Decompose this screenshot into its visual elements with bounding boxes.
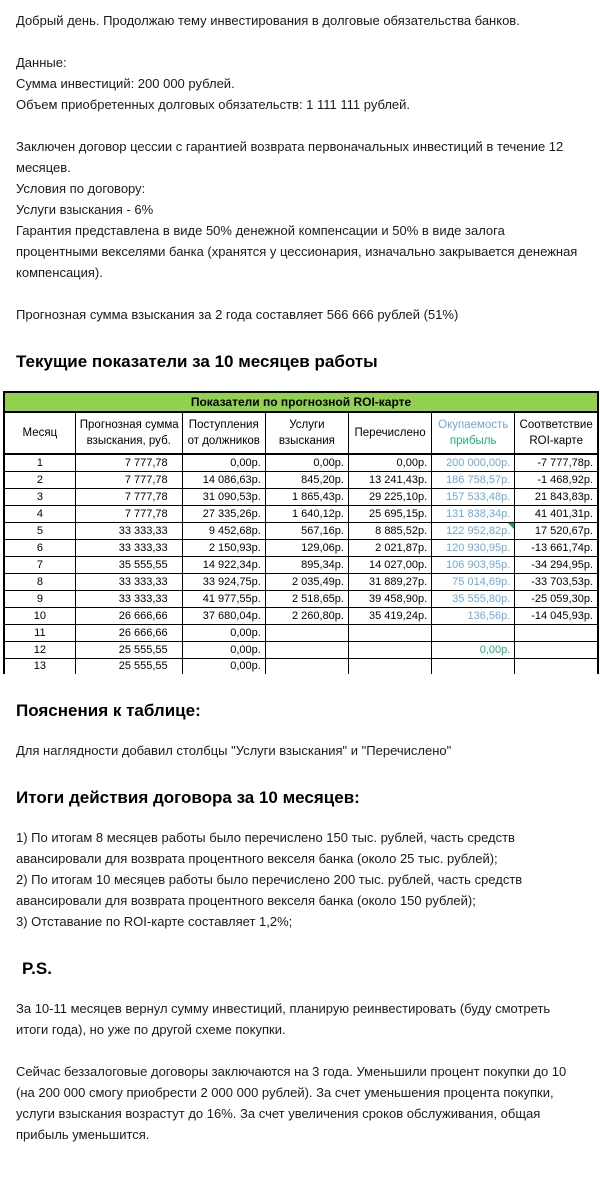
table-cell: 8 885,52р.	[348, 522, 431, 539]
table-cell: 14 922,34р.	[182, 556, 265, 573]
table-cell: 5	[4, 522, 75, 539]
table-row	[4, 522, 598, 539]
collection-fee-line: Услуги взыскания - 6%	[16, 202, 154, 217]
table-row	[4, 607, 598, 624]
notes-paragraph: Для наглядности добавил столбцы "Услуги взыскания" и "Перечислено"	[16, 743, 452, 758]
table-cell: 14 086,63р.	[182, 471, 265, 488]
contract-terms-title: Условия по договору:	[16, 181, 146, 196]
table-header-row	[4, 412, 598, 454]
table-cell: 31 090,53р.	[182, 488, 265, 505]
table-cell: 9 452,68р.	[182, 522, 265, 539]
table-cell: 11	[4, 624, 75, 641]
col-header-services: Услуги взыскания	[265, 412, 348, 454]
table-row	[4, 590, 598, 607]
table-cell: 0,00р.	[432, 641, 515, 658]
table-cell	[348, 641, 431, 658]
table-cell: 845,20р.	[265, 471, 348, 488]
table-cell: 895,34р.	[265, 556, 348, 573]
result-item-2: 2) По итогам 10 месяцев работы было перечислено 200 тыс. рублей, часть средств авансировали для возврата процентного векселя банка (около 150 рублей);	[16, 872, 523, 908]
table-cell: -13 661,74р.	[515, 539, 598, 556]
result-item-3: 3) Отставание по ROI-карте составляет 1,2%;	[16, 914, 293, 929]
table-cell	[265, 658, 348, 674]
table-banner: Показатели по прогнозной ROI-карте	[4, 392, 598, 412]
table-cell: 7 777,78	[75, 488, 182, 505]
cession-contract-line: Заключен договор цессии с гарантией возврата первоначальных инвестиций в течение 12 месяцев.	[16, 139, 564, 175]
table-cell: -33 703,53р.	[515, 573, 598, 590]
table-cell	[348, 658, 431, 674]
table-cell: 200 000,00р.	[432, 454, 515, 471]
table-cell: 0,00р.	[182, 641, 265, 658]
table-cell: 35 555,80р.	[432, 590, 515, 607]
table-cell: 31 889,27р.	[348, 573, 431, 590]
table-cell: 2 260,80р.	[265, 607, 348, 624]
table-cell: 7	[4, 556, 75, 573]
table-cell: 33 333,33	[75, 539, 182, 556]
table-cell: 25 555,55	[75, 641, 182, 658]
table-cell: 2 035,49р.	[265, 573, 348, 590]
table-cell: 136,56р.	[432, 607, 515, 624]
table-cell: 29 225,10р.	[348, 488, 431, 505]
table-cell: 7 777,78	[75, 471, 182, 488]
table-row	[4, 539, 598, 556]
col-header-month: Месяц	[4, 412, 75, 454]
table-row	[4, 505, 598, 522]
heading-current-indicators: Текущие показатели за 10 месяцев работы	[16, 352, 378, 371]
table-cell	[348, 624, 431, 641]
heading-results: Итоги действия договора за 10 месяцев:	[16, 788, 360, 807]
table-row	[4, 573, 598, 590]
roi-table-image	[3, 391, 599, 674]
table-cell	[265, 641, 348, 658]
guarantee-line: Гарантия представлена в виде 50% денежной компенсации и 50% в виде залога процентными векселями банка (хранятся у цессионария, изначально закрывается денежная компенсация).	[16, 223, 578, 280]
table-cell: 4	[4, 505, 75, 522]
investment-sum-line: Сумма инвестиций: 200 000 рублей.	[16, 76, 235, 91]
roi-table	[3, 391, 599, 674]
table-cell: 35 419,24р.	[348, 607, 431, 624]
table-cell	[515, 641, 598, 658]
table-row	[4, 454, 598, 471]
table-cell: -7 777,78р.	[515, 454, 598, 471]
heading-notes: Пояснения к таблице:	[16, 701, 201, 720]
table-cell: 37 680,04р.	[182, 607, 265, 624]
table-cell: 1 865,43р.	[265, 488, 348, 505]
table-cell: 13 241,43р.	[348, 471, 431, 488]
table-cell: 33 333,33	[75, 522, 182, 539]
table-row	[4, 641, 598, 658]
table-cell: 2 518,65р.	[265, 590, 348, 607]
data-block-title: Данные:	[16, 55, 67, 70]
table-cell: 12	[4, 641, 75, 658]
table-cell: 129,06р.	[265, 539, 348, 556]
comment-marker-icon	[508, 523, 514, 529]
table-cell: 25 695,15р.	[348, 505, 431, 522]
table-cell: 7 777,78	[75, 454, 182, 471]
table-cell: 3	[4, 488, 75, 505]
heading-ps: P.S.	[22, 959, 52, 978]
table-cell: 0,00р.	[348, 454, 431, 471]
table-cell: 25 555,55	[75, 658, 182, 674]
col-header-payback: Окупаемость прибыль	[432, 412, 515, 454]
table-cell: 0,00р.	[265, 454, 348, 471]
table-row	[4, 624, 598, 641]
table-cell: 0,00р.	[182, 624, 265, 641]
table-cell: 2	[4, 471, 75, 488]
col-header-transferred: Перечислено	[348, 412, 431, 454]
result-item-1: 1) По итогам 8 месяцев работы было перечислено 150 тыс. рублей, часть средств авансировали для возврата процентного векселя банка (около 25 тыс. рублей);	[16, 830, 515, 866]
table-row	[4, 658, 598, 674]
forecast-paragraph: Прогнозная сумма взыскания за 2 года составляет 566 666 рублей (51%)	[16, 307, 459, 322]
table-cell: 0,00р.	[182, 658, 265, 674]
table-cell: 0,00р.	[182, 454, 265, 471]
table-cell: 41 977,55р.	[182, 590, 265, 607]
table-cell	[432, 624, 515, 641]
table-cell: -34 294,95р.	[515, 556, 598, 573]
table-cell: 17 520,67р.	[515, 522, 598, 539]
table-cell: -1 468,92р.	[515, 471, 598, 488]
table-cell: 26 666,66	[75, 607, 182, 624]
debt-volume-line: Объем приобретенных долговых обязательств: 1 111 111 рублей.	[16, 97, 411, 112]
ps-paragraph-2: Сейчас беззалоговые договоры заключаются на 3 года. Уменьшили процент покупки до 10 (на 200 000 смогу приобрести 2 000 000 рублей). За счет уменьшения процента покупки, услуги взыскания возрастут до 16%. За счет увеличения сроков обслуживания, общая прибыль уменьшится.	[16, 1064, 567, 1142]
table-cell: 2 021,87р.	[348, 539, 431, 556]
table-cell: 186 758,57р.	[432, 471, 515, 488]
table-cell: 1	[4, 454, 75, 471]
contract-block	[16, 136, 584, 283]
table-cell	[515, 624, 598, 641]
table-cell: 26 666,66	[75, 624, 182, 641]
table-cell: 131 838,34р.	[432, 505, 515, 522]
table-cell: 33 333,33	[75, 573, 182, 590]
table-cell: 14 027,00р.	[348, 556, 431, 573]
table-cell: 75 014,69р.	[432, 573, 515, 590]
table-cell: -14 045,93р.	[515, 607, 598, 624]
table-cell: 41 401,31р.	[515, 505, 598, 522]
table-cell: 567,16р.	[265, 522, 348, 539]
results-list	[16, 827, 584, 932]
table-cell: 120 930,95р.	[432, 539, 515, 556]
table-cell: 1 640,12р.	[265, 505, 348, 522]
table-cell: 7 777,78	[75, 505, 182, 522]
table-cell: 9	[4, 590, 75, 607]
table-row	[4, 488, 598, 505]
table-cell: 2 150,93р.	[182, 539, 265, 556]
table-body	[4, 454, 598, 674]
table-cell: 33 924,75р.	[182, 573, 265, 590]
table-cell: 39 458,90р.	[348, 590, 431, 607]
table-cell	[265, 624, 348, 641]
table-banner-row	[4, 392, 598, 412]
table-cell	[515, 658, 598, 674]
table-cell: 8	[4, 573, 75, 590]
col-header-income: Поступления от должников	[182, 412, 265, 454]
table-cell: 6	[4, 539, 75, 556]
table-cell: 13	[4, 658, 75, 674]
table-row	[4, 471, 598, 488]
col-header-roi: Соответствие ROI-карте	[515, 412, 598, 454]
table-cell: 21 843,83р.	[515, 488, 598, 505]
col-header-forecast: Прогнозная сумма взыскания, руб.	[75, 412, 182, 454]
table-cell: 33 333,33	[75, 590, 182, 607]
table-cell	[432, 658, 515, 674]
table-cell: 10	[4, 607, 75, 624]
ps-paragraph-1: За 10-11 месяцев вернул сумму инвестиций, планирую реинвестировать (буду смотреть итоги года), но уже по другой схеме покупки.	[16, 1001, 551, 1037]
table-cell: -25 059,30р.	[515, 590, 598, 607]
table-cell: 157 533,48р.	[432, 488, 515, 505]
table-cell: 27 335,26р.	[182, 505, 265, 522]
table-row	[4, 556, 598, 573]
data-block	[16, 52, 584, 115]
table-cell: 106 903,95р.	[432, 556, 515, 573]
table-cell: 35 555,55	[75, 556, 182, 573]
intro-paragraph: Добрый день. Продолжаю тему инвестирования в долговые обязательства банков.	[16, 13, 520, 28]
table-cell: 122 952,82р.	[432, 522, 515, 539]
